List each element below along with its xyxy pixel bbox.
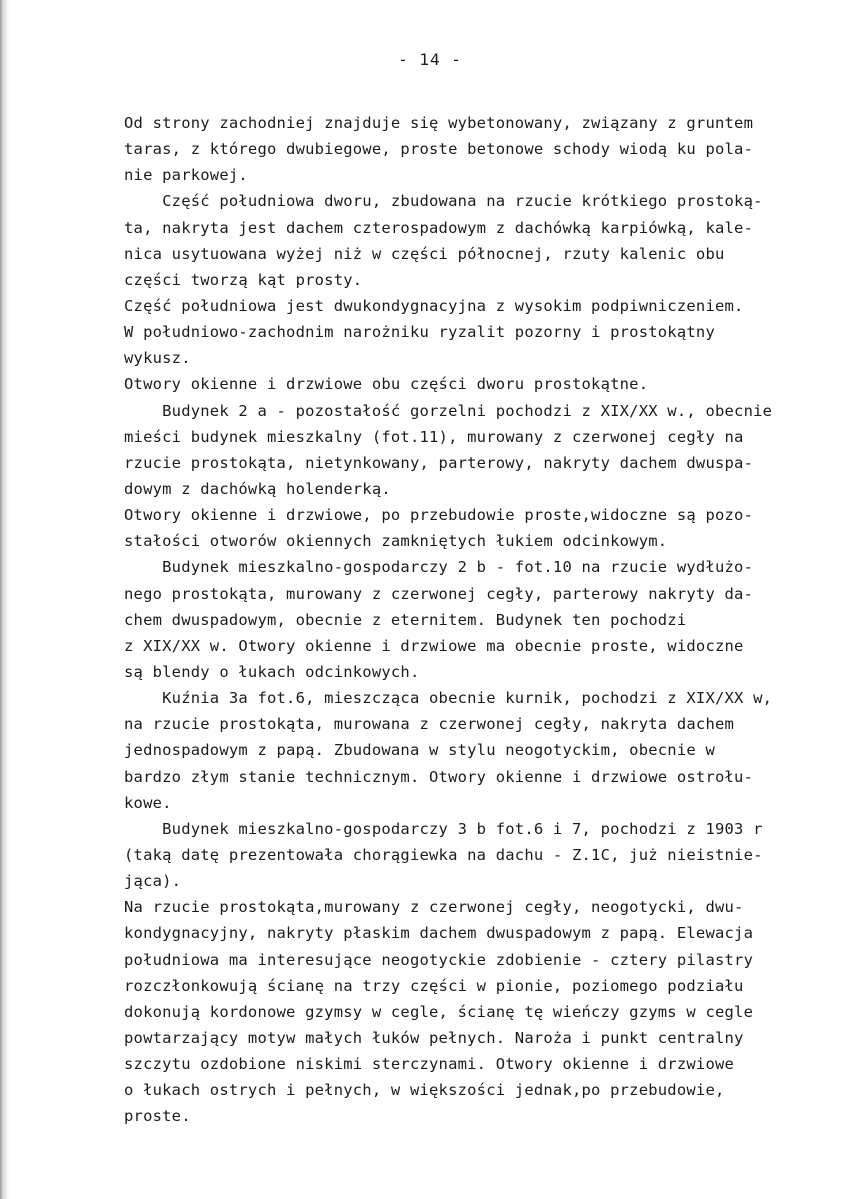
text-line: rzucie prostokąta, nietynkowany, parterowy, nakryty dachem dwuspa- xyxy=(124,453,754,472)
text-line: Część południowa dworu, zbudowana na rzucie krótkiego prostoką- xyxy=(124,192,763,211)
text-line: Budynek mieszkalno-gospodarczy 2 b - fot.10 na rzucie wydłużo- xyxy=(124,558,754,577)
text-line: są blendy o łukach odcinkowych. xyxy=(124,662,420,681)
text-line: chem dwuspadowym, obecnie z eternitem. Budynek ten pochodzi xyxy=(124,610,687,629)
text-line: dokonują kordonowe gzymsy w cegle, ścianę tę wieńczy gzyms w cegle xyxy=(124,1002,754,1021)
text-line: kondygnacyjny, nakryty płaskim dachem dwuspadowym z papą. Elewacja xyxy=(124,924,754,943)
text-line: (taką datę prezentowała chorągiewka na dachu - Z.1C, już nieistnie- xyxy=(124,845,763,864)
text-line: Otwory okienne i drzwiowe obu części dworu prostokątne. xyxy=(124,375,649,394)
text-line: Budynek mieszkalno-gospodarczy 3 b fot.6 i 7, pochodzi z 1903 r xyxy=(124,819,763,838)
text-line: stałości otworów okiennych zamkniętych łukiem odcinkowym. xyxy=(124,532,668,551)
text-line: proste. xyxy=(124,1107,191,1126)
text-line: wykusz. xyxy=(124,349,191,368)
text-line: W południowo-zachodnim narożniku ryzalit pozorny i prostokątny xyxy=(124,323,715,342)
text-line: Od strony zachodniej znajduje się wybetonowany, związany z gruntem xyxy=(124,114,754,132)
text-line: Część południowa jest dwukondygnacyjna z wysokim podpiwniczeniem. xyxy=(124,296,744,315)
text-line: rozczłonkowują ścianę na trzy części w pionie, poziomego podziału xyxy=(124,976,744,995)
text-line: części tworzą kąt prosty. xyxy=(124,270,363,289)
text-line: jednospadowym z papą. Zbudowana w stylu neogotyckim, obecnie w xyxy=(124,741,715,760)
text-line: południowa ma interesujące neogotyckie zdobienie - cztery pilastry xyxy=(124,950,754,969)
text-line: mieści budynek mieszkalny (fot.11), murowany z czerwonej cegły na xyxy=(124,427,744,446)
text-line: dowym z dachówką holenderką. xyxy=(124,479,391,498)
text-line: Na rzucie prostokąta,murowany z czerwonej cegły, neogotycki, dwu- xyxy=(124,898,744,917)
text-line: Kuźnia 3a fot.6, mieszcząca obecnie kurnik, pochodzi z XIX/XX w, xyxy=(124,689,773,708)
text-line: o łukach ostrych i pełnych, w większości jednak,po przebudowie, xyxy=(124,1081,725,1100)
body-text xyxy=(124,110,824,1129)
text-line: szczytu ozdobione niskimi sterczynami. Otwory okienne i drzwiowe xyxy=(124,1055,735,1074)
text-line: powtarzający motyw małych łuków pełnych. Naroża i punkt centralny xyxy=(124,1028,744,1047)
text-line: ta, nakryta jest dachem czterospadowym z dachówką karpiówką, kale- xyxy=(124,218,754,237)
text-line: Otwory okienne i drzwiowe, po przebudowie proste,widoczne są pozo- xyxy=(124,506,754,525)
text-line: bardzo złym stanie technicznym. Otwory okienne i drzwiowe ostrołu- xyxy=(124,767,754,786)
text-line: nego prostokąta, murowany z czerwonej cegły, parterowy nakryty da- xyxy=(124,584,754,603)
text-line: nie parkowej. xyxy=(124,166,248,185)
text-line: kowe. xyxy=(124,793,172,812)
text-line: z XIX/XX w. Otwory okienne i drzwiowe ma obecnie proste, widoczne xyxy=(124,636,744,655)
scan-binding-edge xyxy=(0,0,10,1199)
text-line: nica usytuowana wyżej niż w części północnej, rzuty kalenic obu xyxy=(124,244,725,263)
text-line: taras, z którego dwubiegowe, proste betonowe schody wiodą ku pola- xyxy=(124,140,754,159)
page-number: - 14 - xyxy=(398,50,462,69)
text-line: jąca). xyxy=(124,872,182,891)
text-line: na rzucie prostokąta, murowana z czerwonej cegły, nakryta dachem xyxy=(124,715,735,734)
text-line: Budynek 2 a - pozostałość gorzelni pochodzi z XIX/XX w., obecnie xyxy=(124,401,773,420)
